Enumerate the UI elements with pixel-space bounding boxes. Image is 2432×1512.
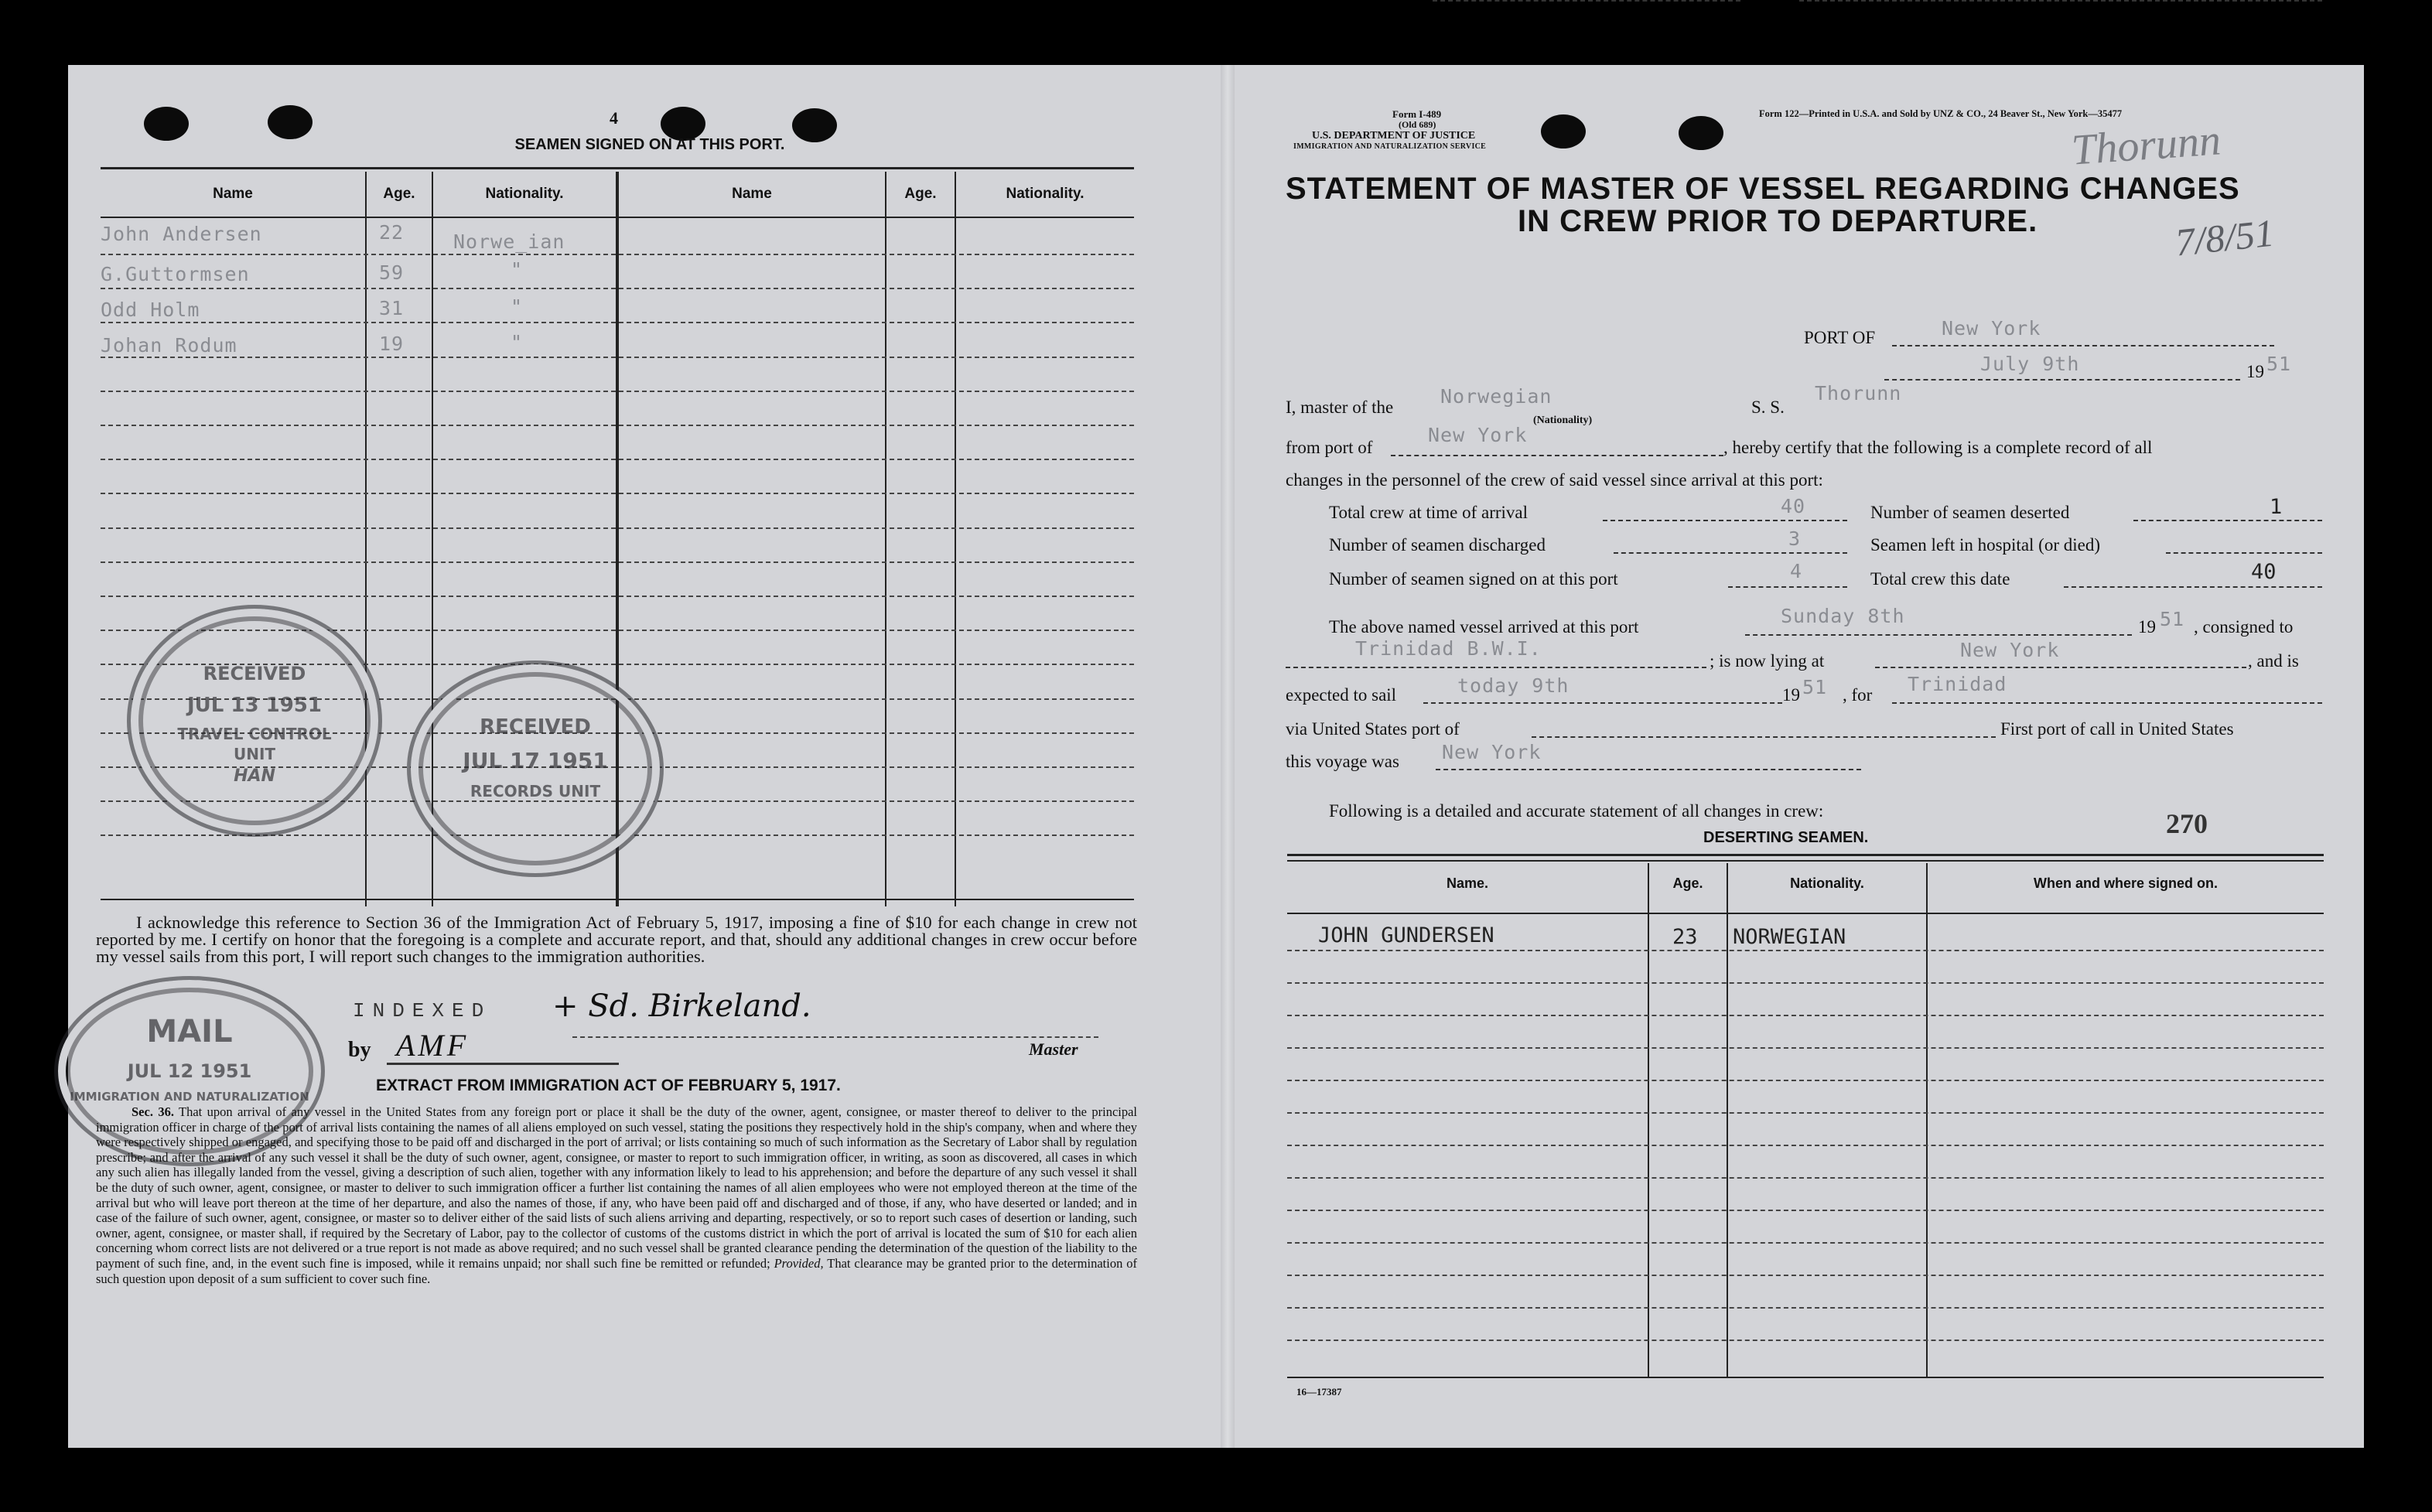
via-line <box>1532 736 1996 738</box>
by-line <box>387 1063 619 1065</box>
desert-column-divider <box>1926 863 1928 1377</box>
lying-line <box>1875 667 2246 668</box>
date-value: July 9th <box>1980 353 2080 375</box>
signed-on-label: Number of seamen signed on at this port <box>1329 569 1618 589</box>
date-year-suffix: 51 <box>2266 353 2292 375</box>
date-year-prefix: 19 <box>2246 362 2264 381</box>
signed-on-value: 4 <box>1790 560 1803 582</box>
table-row-name: John Andersen <box>101 223 262 245</box>
total-crew-arrival-value: 40 <box>1781 495 1806 517</box>
table-rule-line <box>101 254 1134 255</box>
desert-header-nationality: Nationality. <box>1790 875 1864 891</box>
first-port-label: First port of call in United States <box>2000 719 2234 739</box>
department: U.S. DEPARTMENT OF JUSTICE <box>1312 130 1476 142</box>
statute-provided: Provided, <box>774 1255 824 1271</box>
master-of-label: I, master of the <box>1286 398 1394 417</box>
and-is-label: , and is <box>2248 651 2299 671</box>
table-rule-line <box>101 596 1134 597</box>
hospital-label: Seamen left in hospital (or died) <box>1870 535 2101 555</box>
stamp-date: JUL 13 1951 <box>186 694 322 717</box>
desert-rule-line <box>1287 1210 2324 1211</box>
extract-title: EXTRACT FROM IMMIGRATION ACT OF FEBRUARY 5, 1917. <box>376 1077 841 1094</box>
signature-line <box>572 1036 1098 1038</box>
port-of-line <box>1892 345 2274 346</box>
column-divider <box>885 172 886 906</box>
total-crew-arrival-line <box>1603 520 1847 521</box>
statute-end: That clearance may be granted prior to the determination of such question upon deposit of a sum sufficient to cover such fine. <box>96 1255 1137 1286</box>
date-line <box>1884 379 2240 381</box>
stamp-initials: HAN <box>234 766 275 786</box>
table-rule-line <box>101 459 1134 460</box>
certify-text: , hereby certify that the following is a complete record of all <box>1723 438 2153 457</box>
section-label: Sec. 36. <box>132 1104 174 1119</box>
table-rule-line <box>101 425 1134 426</box>
discharged-label: Number of seamen discharged <box>1329 535 1546 555</box>
service: IMMIGRATION AND NATURALIZATION SERVICE <box>1293 142 1487 151</box>
column-divider <box>365 172 367 906</box>
total-crew-date-line <box>2064 586 2322 588</box>
table-row-age: 22 <box>379 221 405 244</box>
for-line <box>1892 702 2322 704</box>
from-port-value: New York <box>1428 424 1528 446</box>
desert-header-name: Name. <box>1446 875 1489 891</box>
center-fold <box>1221 65 1235 1448</box>
page-total: 270 <box>2166 808 2208 839</box>
master-label: Master <box>1029 1039 1078 1059</box>
stamp-date: JUL 17 1951 <box>463 748 608 773</box>
statute-text <box>96 1104 1137 1286</box>
table-rule-line <box>101 527 1134 529</box>
desert-rule-line <box>1287 1080 2324 1081</box>
deserted-line <box>2133 520 2322 521</box>
desert-table-bottom-rule <box>1287 1377 2324 1378</box>
consignee-value: Trinidad B.W.I. <box>1355 637 1542 660</box>
header-name-2: Name <box>732 186 772 202</box>
arrived-year-prefix: 19 <box>2138 617 2156 637</box>
total-crew-date-label: Total crew this date <box>1870 569 2010 589</box>
stamp-date: JUL 12 1951 <box>127 1060 252 1082</box>
desert-rule-line <box>1287 1015 2324 1016</box>
voyage-label: this voyage was <box>1286 752 1399 771</box>
desert-rule-line <box>1287 1112 2324 1114</box>
desert-rule-line <box>1287 1145 2324 1146</box>
header-name: Name <box>213 186 253 202</box>
nationality-caption: (Nationality) <box>1533 415 1593 426</box>
total-crew-arrival-label: Total crew at time of arrival <box>1329 503 1529 522</box>
desert-header-signed-on: When and where signed on. <box>2033 875 2219 891</box>
desert-rule-line <box>1287 1340 2324 1341</box>
table-row-name: Johan Rodum <box>101 334 237 357</box>
table-row-name: G.Guttormsen <box>101 263 250 285</box>
lying-value: New York <box>1960 639 2060 661</box>
voyage-line <box>1436 769 1861 770</box>
indexed-label: INDEXED <box>353 999 492 1022</box>
from-port-line <box>1391 455 1723 456</box>
table-row-nationality: " <box>511 258 524 281</box>
hospital-line <box>2166 552 2322 554</box>
table-rule-line <box>101 493 1134 494</box>
table-row-nationality: Norwe_ian <box>453 230 565 253</box>
acknowledgement-text: I acknowledge this reference to Section 36 of the Immigration Act of February 5, 1917, imposing a fine of $10 for each change in crew not reported by me. I certify on honor that the foregoing is a complete and accurate report, and that, should any additional changes in crew occur before my vessel sails from this port, I will report such changes to the immigration authorities. <box>96 913 1137 966</box>
following-text: Following is a detailed and accurate statement of all changes in crew: <box>1329 801 1824 821</box>
desert-table-header-rule <box>1287 913 2324 914</box>
consigned-label: , consigned to <box>2194 617 2294 637</box>
desert-rule-line <box>1287 1047 2324 1049</box>
handwritten-vessel: Thorunn <box>2070 116 2222 175</box>
by-label: by <box>348 1038 371 1062</box>
table-rule-line <box>101 322 1134 323</box>
voyage-value: New York <box>1442 741 1542 763</box>
header-nationality: Nationality. <box>485 186 564 202</box>
changes-text: changes in the personnel of the crew of said vessel since arrival at this port: <box>1286 470 1823 490</box>
table-row-age: 59 <box>379 261 405 284</box>
arrived-label: The above named vessel arrived at this port <box>1329 617 1639 637</box>
punch-hole <box>268 105 313 139</box>
form-number: Form I-489 <box>1392 108 1442 120</box>
arrived-year-suffix: 51 <box>2160 608 2185 630</box>
from-port-label: from port of <box>1286 438 1373 457</box>
by-initials: AMF <box>396 1028 470 1063</box>
deserted-value: 1 <box>2270 495 2283 519</box>
stamp-line: IMMIGRATION AND NATURALIZATION <box>70 1090 309 1104</box>
desert-rule-line <box>1287 1275 2324 1276</box>
arrived-value: Sunday 8th <box>1781 605 1905 627</box>
stamp-line: RECORDS UNIT <box>470 782 601 800</box>
desert-column-divider <box>1648 863 1649 1377</box>
desert-column-divider <box>1727 863 1728 1377</box>
punch-hole <box>1541 114 1586 148</box>
lying-label: ; is now lying at <box>1710 651 1825 671</box>
total-crew-date-value: 40 <box>2251 560 2277 584</box>
table-row-age: 19 <box>379 333 405 355</box>
table-row-age: 31 <box>379 297 405 319</box>
expected-value: today 9th <box>1457 674 1570 697</box>
desert-row-nationality: NORWEGIAN <box>1733 925 1846 949</box>
page-number: 4 <box>610 108 618 128</box>
table-row-name: Odd Holm <box>101 299 200 321</box>
form-title-line2: IN CREW PRIOR TO DEPARTURE. <box>1518 204 2038 238</box>
for-label: , for <box>1843 685 1873 705</box>
records-unit-stamp <box>407 660 664 877</box>
ss-label: S. S. <box>1751 398 1785 417</box>
desert-table-top-rule-2 <box>1287 860 2324 862</box>
expected-label: expected to sail <box>1286 685 1397 705</box>
ss-value: Thorunn <box>1815 382 1902 404</box>
desert-rule-line <box>1287 982 2324 984</box>
signed-on-line <box>1728 586 1847 588</box>
statute-body: That upon arrival of any vessel in the United States from any foreign port or place it shall be the duty of the owner, agent, consignee, or master thereof to deliver to the principal immigration officer in charge of the port of arrival lists containing the names of all aliens employed on such vessel, stating the positions they respectively hold in the ship's company, when and where they were respectively shipped or engaged, and specifying those to be paid off and discharged in the port of arrival; or lists containing so much of such information as the Secretary of Labor shall by regulation prescribe; and after the arrival of any such vessel it shall be the duty of such owner, agent, consignee, or master to report to such immigration officer, in writing, as soon as discovered, all cases in which any such alien has illegally landed from the vessel, giving a description of such alien, together with any information likely to lead to his apprehension; and before the departure of any such vessel it shall be the duty of such owner, agent, consignee, or master to deliver to such immigration officer a further list containing the names of all alien employees who were not employed thereon at the time of the arrival but who will leave port thereon at the time of her departure, and also the names of those, if any, who have been paid off and discharged and of those, if any, who have deserted or landed; and in case of the failure of such owner, agent, consignee, or master so to deliver either of the said lists of such aliens arriving and departing, respectively, or so to report such cases of desertion or landing, such owner, agent, consignee, or master shall, if required by the Secretary of Labor, pay to the collector of customs of the customs district in which the port of arrival is located the sum of $10 for each alien concerning whom correct lists are not delivered or a true report is not made as above required; and no such vessel shall be granted clearance pending the determination of the question of the liability to the payment of such fine, and, in the event such fine is imposed, while it remains unpaid; nor shall such fine be remitted or refunded; <box>96 1104 1138 1271</box>
table-rule-line <box>101 357 1134 358</box>
travel-control-stamp <box>127 605 382 837</box>
signed-on-title: SEAMEN SIGNED ON AT THIS PORT. <box>514 136 785 153</box>
port-of-value: New York <box>1942 317 2041 340</box>
expected-line <box>1423 702 1782 704</box>
table-top-rule <box>101 167 1134 169</box>
for-value: Trinidad <box>1908 673 2007 695</box>
discharged-value: 3 <box>1788 527 1802 550</box>
stamp-received: RECEIVED <box>480 715 591 739</box>
deserting-title: DESERTING SEAMEN. <box>1703 829 1869 846</box>
consignee-line <box>1286 667 1706 668</box>
stamp-line: UNIT <box>233 745 276 763</box>
nationality-line <box>1433 0 1740 2</box>
punch-hole <box>1679 116 1723 150</box>
stamp-received: RECEIVED <box>203 663 306 684</box>
stamp-line: TRAVEL CONTROL <box>177 725 332 743</box>
form-title-line1: STATEMENT OF MASTER OF VESSEL REGARDING CHANGES <box>1286 172 2240 206</box>
desert-rule-line <box>1287 950 2324 951</box>
ss-line <box>1799 0 2322 2</box>
header-age-2: Age. <box>904 186 937 202</box>
handwritten-date: 7/8/51 <box>2173 210 2277 265</box>
table-row-nationality: " <box>511 295 524 318</box>
discharged-line <box>1614 552 1847 554</box>
master-signature: + Sd. Birkeland. <box>552 988 811 1024</box>
via-label: via United States port of <box>1286 719 1460 739</box>
column-divider <box>955 172 956 906</box>
expected-year-suffix: 51 <box>1802 676 1828 698</box>
form-old: (Old 689) <box>1399 119 1436 130</box>
desert-rule-line <box>1287 1242 2324 1244</box>
table-rule-line <box>101 391 1134 392</box>
nationality-value: Norwegian <box>1440 385 1552 408</box>
desert-table-top-rule <box>1287 854 2324 856</box>
desert-header-age: Age. <box>1672 875 1703 891</box>
header-nationality-2: Nationality. <box>1006 186 1084 202</box>
footer-code: 16—17387 <box>1296 1386 1342 1398</box>
desert-row-age: 23 <box>1672 925 1698 949</box>
desert-rule-line <box>1287 1307 2324 1309</box>
table-bottom-rule <box>101 899 1134 900</box>
port-of-label: PORT OF <box>1804 328 1876 347</box>
table-row-nationality: " <box>511 331 524 353</box>
table-rule-line <box>101 561 1134 563</box>
expected-year-prefix: 19 <box>1782 685 1800 705</box>
deserted-label: Number of seamen deserted <box>1870 503 2070 522</box>
header-age: Age. <box>383 186 415 202</box>
printer-credit: Form 122—Printed in U.S.A. and Sold by UNZ & CO., 24 Beaver St., New York—35477 <box>1759 108 2123 119</box>
stamp-mail: MAIL <box>146 1014 233 1050</box>
desert-rule-line <box>1287 1177 2324 1179</box>
table-rule-line <box>101 288 1134 289</box>
desert-row-name: JOHN GUNDERSEN <box>1318 923 1494 947</box>
arrived-line <box>1745 634 2132 636</box>
punch-hole <box>144 107 189 141</box>
